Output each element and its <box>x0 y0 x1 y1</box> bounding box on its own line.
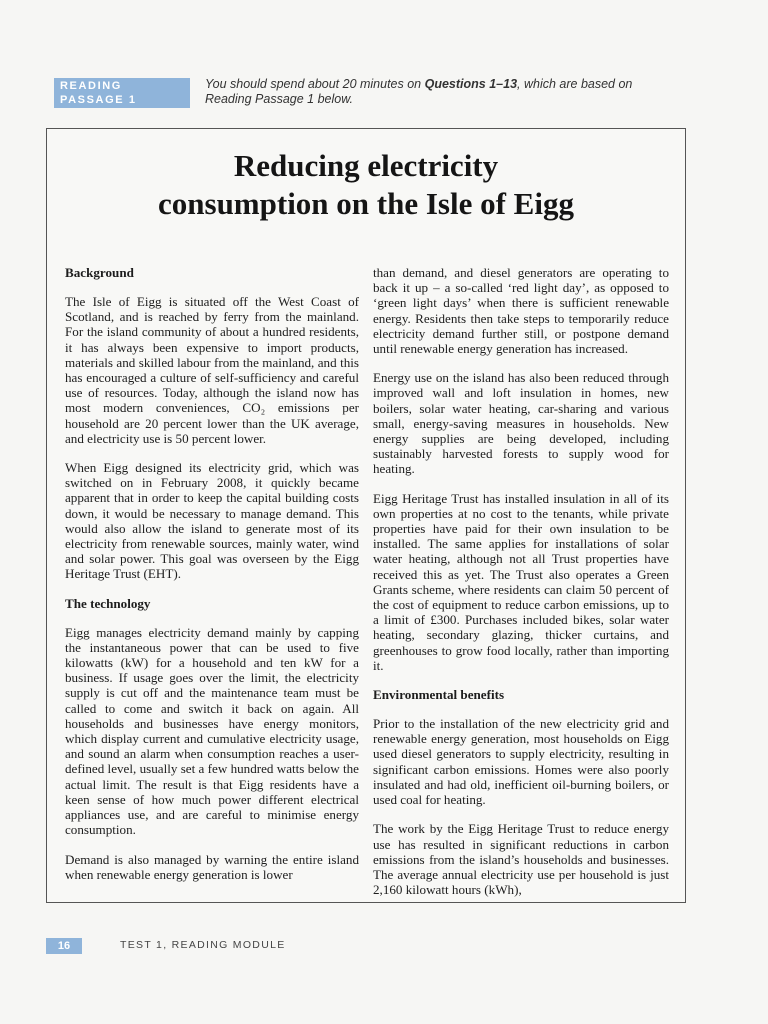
footer-label: TEST 1, READING MODULE <box>120 939 286 951</box>
right-column <box>373 265 669 911</box>
paragraph: Eigg Heritage Trust has installed insulation in all of its own properties at no cost to the tenants, while private properties have paid for their own insulation to be installed. The same applies for installations of solar water heating, although not all Trust properties have received this as yet. The Trust also operates a Green Grants scheme, where residents can claim 50 percent of the cost of equipment to reduce carbon emissions, up to a limit of £300. Purchases included bikes, solar water heating, secondary glazing, thicker curtains, and greenhouses to grow food locally, rather than importing it. <box>373 490 669 673</box>
instructions-part-2: , which are based on Reading Passage 1 below. <box>205 77 633 106</box>
paragraph: The work by the Eigg Heritage Trust to reduce energy use has resulted in significant reductions in carbon emissions from the island’s households and businesses. The average annual electricity use per household is just 2,160 kilowatt hours (kWh), <box>373 821 669 898</box>
heading-technology: The technology <box>65 595 151 611</box>
paragraph: Energy use on the island has also been reduced through improved wall and loft insulation in homes, new boilers, solar water heating, car-sharing and various small, energy-saving measures in households. New energy supplies are being developed, including sustainably harvested forests to supply wood for heating. <box>373 370 669 477</box>
passage-box <box>46 128 686 903</box>
paragraph: Prior to the installation of the new electricity grid and renewable energy generation, most households on Eigg used diesel generators to supply electricity, resulting in significant carbon emissions. Homes were also poorly insulated and had old, inefficient oil-burning boilers, or used coal for heating. <box>373 716 669 808</box>
reading-passage-tab <box>54 78 190 108</box>
heading-environmental-benefits: Environmental benefits <box>373 687 505 703</box>
paragraph: When Eigg designed its electricity grid, which was switched on in February 2008, it quickly became apparent that in order to keep the capital building costs down, it would be necessary to manage demand. This would also allow the island to generate most of its electricity from renewable sources, mainly water, wind and solar power. This goal was overseen by the Eigg Heritage Trust (EHT). <box>65 460 359 582</box>
tab-line-1: READING <box>60 80 122 92</box>
heading-background: Background <box>65 265 134 280</box>
paragraph: The Isle of Eigg is situated off the West Coast of Scotland, and is reached by ferry from the mainland. For the island community of about a hundred residents, it has always been expensive to import products, materials and skilled labour from the mainland, and this has encouraged a culture of self-sufficiency and careful use of resources. Today, although the island now has most modern conveniences, CO₂ emissions per household are 20 percent lower than the UK average, and electricity use is 50 percent lower. <box>65 294 359 446</box>
title-line-1: Reducing electricity <box>233 148 499 183</box>
paragraph: Eigg manages electricity demand mainly by capping the instantaneous power that can be used to five kilowatts (kW) for a household and ten kW for a business. If usage goes over the limit, the electricity supply is cut off and the maintenance team must be called to come and switch it back on again. All households and businesses have energy monitors, which display current and cumulative electricity usage, and sound an alarm when consumption reaches a user-defined level, usually set a few hundred watts below the actual limit. The result is that Eigg residents have a keen sense of how much power different electrical appliances use, and are careful to minimise energy consumption. <box>65 624 359 838</box>
article-title <box>47 147 685 223</box>
left-column <box>65 265 359 896</box>
instructions-questions: Questions 1–13 <box>424 77 518 91</box>
page-number: 16 <box>46 938 82 954</box>
paragraph: Demand is also managed by warning the entire island when renewable energy generation is lower <box>65 851 359 882</box>
title-line-2: consumption on the Isle of Eigg <box>158 186 574 221</box>
paragraph: than demand, and diesel generators are operating to back it up – a so-called ‘red light day’, as opposed to ‘green light days’ when there is sufficient renewable energy. Residents then take steps to temporarily reduce electricity demand further still, or postpone demand until renewable energy generation has increased. <box>373 265 669 357</box>
instructions-part-1: You should spend about 20 minutes on <box>205 77 425 91</box>
instructions <box>205 77 675 107</box>
tab-line-2: PASSAGE 1 <box>60 94 137 106</box>
